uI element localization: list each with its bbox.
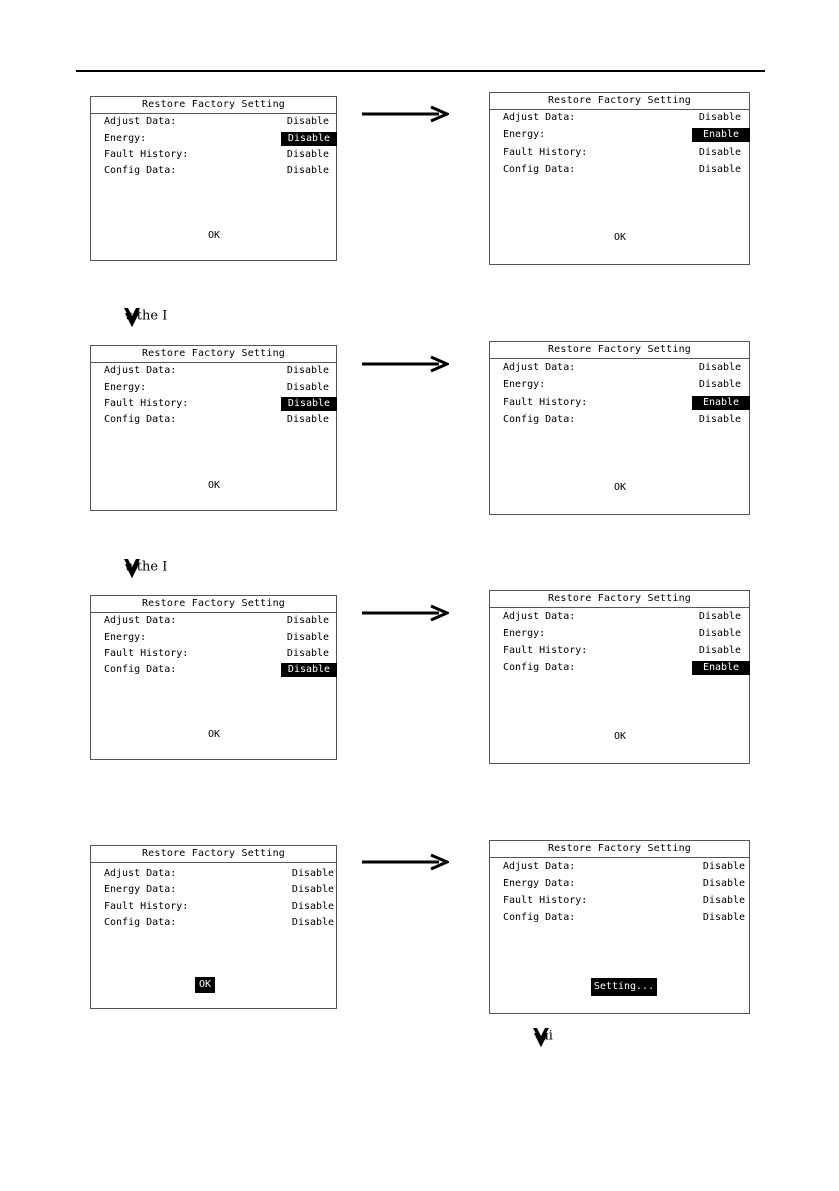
row-value-selected[interactable]: Enable — [692, 128, 750, 142]
row-fault-history — [490, 146, 749, 160]
row-label: Energy: — [503, 628, 546, 639]
row-config-data — [490, 661, 749, 675]
instruction-note — [122, 305, 167, 327]
row-value[interactable]: Disable — [286, 149, 330, 160]
row-config-data — [91, 916, 336, 930]
row-label: Energy Data: — [503, 878, 576, 889]
row-fault-history — [91, 647, 336, 661]
row-adjust-data — [490, 361, 749, 375]
row-value[interactable]: Disable — [702, 895, 746, 906]
row-config-data — [91, 663, 336, 677]
row-value[interactable]: Disable — [702, 861, 746, 872]
row-value[interactable]: Disable — [698, 414, 742, 425]
screen-fault-before — [90, 345, 337, 511]
row-config-data — [91, 164, 336, 178]
row-fault-history — [91, 148, 336, 162]
screen-energy-after — [489, 92, 750, 265]
row-label: Fault History: — [503, 397, 588, 408]
row-label: Adjust Data: — [104, 615, 177, 626]
row-fault-history — [91, 397, 336, 411]
row-label: Config Data: — [104, 664, 177, 675]
row-energy — [490, 378, 749, 392]
note-text: s the I — [126, 308, 168, 324]
row-label: Config Data: — [104, 165, 177, 176]
ok-button-selected[interactable]: OK — [195, 977, 215, 993]
row-label: Config Data: — [503, 414, 576, 425]
setting-progress-button[interactable]: Setting... — [591, 978, 657, 996]
row-adjust-data — [91, 614, 336, 628]
row-config-data — [91, 413, 336, 427]
row-label: Fault History: — [503, 645, 588, 656]
row-config-data — [490, 163, 749, 177]
row-value[interactable]: Disable — [291, 901, 335, 912]
row-fault-history — [490, 396, 749, 410]
right-arrow-icon — [361, 603, 449, 623]
screen-title: Restore Factory Setting — [91, 596, 336, 613]
ok-button[interactable]: OK — [613, 482, 627, 493]
right-arrow-icon — [361, 354, 449, 374]
row-label: Adjust Data: — [503, 611, 576, 622]
note-text: s the I — [126, 559, 168, 575]
row-config-data — [490, 911, 749, 925]
row-value[interactable]: Disable — [698, 379, 742, 390]
ok-button[interactable]: OK — [207, 729, 221, 740]
row-energy — [91, 381, 336, 395]
row-label: Adjust Data: — [503, 112, 576, 123]
row-fault-history — [490, 894, 749, 908]
row-value[interactable]: Disable — [286, 648, 330, 659]
row-label: Config Data: — [503, 662, 576, 673]
row-label: Adjust Data: — [104, 868, 177, 879]
row-label: Config Data: — [503, 912, 576, 923]
row-label: Fault History: — [104, 648, 189, 659]
row-adjust-data — [490, 610, 749, 624]
screen-title: Restore Factory Setting — [490, 342, 749, 359]
row-label: Fault History: — [503, 147, 588, 158]
row-config-data — [490, 413, 749, 427]
right-arrow-icon — [361, 852, 449, 872]
row-label: Energy: — [503, 379, 546, 390]
row-label: Energy: — [104, 632, 147, 643]
instruction-note — [122, 556, 167, 578]
row-value[interactable]: Disable — [286, 414, 330, 425]
row-value[interactable]: Disable — [291, 868, 335, 879]
screen-title: Restore Factory Setting — [490, 591, 749, 608]
row-value-selected[interactable]: Disable — [281, 397, 337, 411]
row-value[interactable]: Disable — [702, 878, 746, 889]
row-value-selected[interactable]: Enable — [692, 396, 750, 410]
row-value[interactable]: Disable — [286, 632, 330, 643]
row-adjust-data — [490, 111, 749, 125]
row-label: Config Data: — [104, 414, 177, 425]
page-header-rule — [76, 70, 765, 72]
row-value-selected[interactable]: Enable — [692, 661, 750, 675]
ok-button[interactable]: OK — [613, 232, 627, 243]
row-label: Energy: — [104, 382, 147, 393]
row-value[interactable]: Disable — [698, 164, 742, 175]
screen-title: Restore Factory Setting — [490, 841, 749, 858]
row-label: Fault History: — [503, 895, 588, 906]
row-energy — [490, 128, 749, 142]
screen-title: Restore Factory Setting — [91, 346, 336, 363]
instruction-note — [531, 1025, 553, 1047]
row-value[interactable]: Disable — [698, 645, 742, 656]
row-value[interactable]: Disable — [286, 116, 330, 127]
row-value[interactable]: Disable — [291, 884, 335, 895]
screen-title: Restore Factory Setting — [490, 93, 749, 110]
ok-button[interactable]: OK — [207, 230, 221, 241]
row-value[interactable]: Disable — [698, 628, 742, 639]
row-value[interactable]: Disable — [698, 611, 742, 622]
row-label: Fault History: — [104, 398, 189, 409]
row-value-selected[interactable]: Disable — [281, 663, 337, 677]
row-label: Adjust Data: — [104, 365, 177, 376]
row-label: Fault History: — [104, 149, 189, 160]
screen-ok-after — [489, 840, 750, 1014]
ok-button[interactable]: OK — [613, 731, 627, 742]
row-label: Adjust Data: — [503, 861, 576, 872]
screen-fault-after — [489, 341, 750, 515]
row-energy-data — [490, 877, 749, 891]
row-label: Config Data: — [104, 917, 177, 928]
row-value[interactable]: Disable — [286, 615, 330, 626]
row-adjust-data — [490, 860, 749, 874]
row-fault-history — [490, 644, 749, 658]
row-energy — [91, 132, 336, 146]
row-label: Config Data: — [503, 164, 576, 175]
row-energy — [91, 631, 336, 645]
row-value[interactable]: Disable — [702, 912, 746, 923]
screen-config-after — [489, 590, 750, 764]
row-fault-history — [91, 900, 336, 914]
row-value[interactable]: Disable — [286, 165, 330, 176]
row-label: Energy: — [503, 129, 546, 140]
row-label: Adjust Data: — [104, 116, 177, 127]
note-text: ai — [541, 1028, 553, 1044]
row-energy-data — [91, 883, 336, 897]
screen-title: Restore Factory Setting — [91, 846, 336, 863]
row-label: Energy Data: — [104, 884, 177, 895]
row-energy — [490, 627, 749, 641]
ok-button[interactable]: OK — [207, 480, 221, 491]
row-adjust-data — [91, 115, 336, 129]
row-adjust-data — [91, 867, 336, 881]
right-arrow-icon — [361, 104, 449, 124]
row-value[interactable]: Disable — [286, 365, 330, 376]
row-adjust-data — [91, 364, 336, 378]
row-label: Energy: — [104, 133, 147, 144]
row-value[interactable]: Disable — [698, 112, 742, 123]
screen-config-before — [90, 595, 337, 760]
row-value-selected[interactable]: Disable — [281, 132, 337, 146]
row-value[interactable]: Disable — [698, 147, 742, 158]
screen-energy-before — [90, 96, 337, 261]
row-value[interactable]: Disable — [291, 917, 335, 928]
row-value[interactable]: Disable — [698, 362, 742, 373]
screen-ok-before — [90, 845, 337, 1009]
row-label: Adjust Data: — [503, 362, 576, 373]
row-label: Fault History: — [104, 901, 189, 912]
screen-title: Restore Factory Setting — [91, 97, 336, 114]
row-value[interactable]: Disable — [286, 382, 330, 393]
